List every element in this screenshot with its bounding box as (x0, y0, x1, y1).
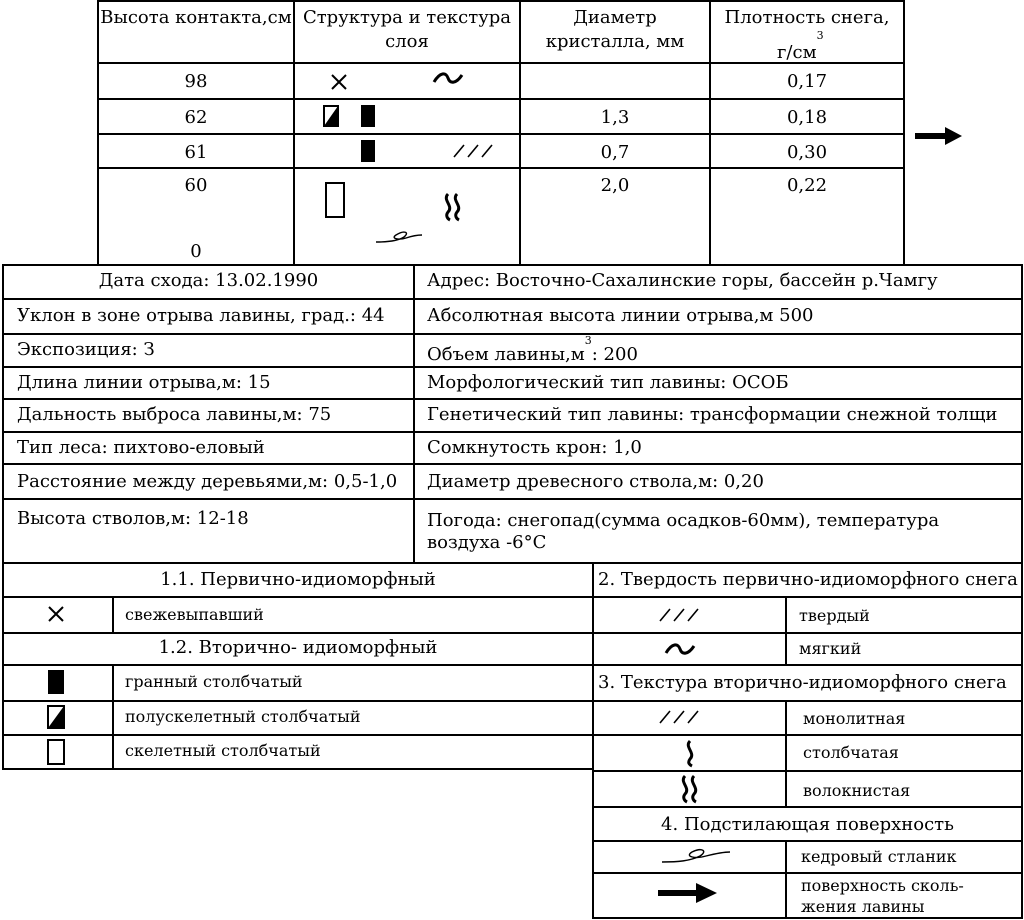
tilde-icon (432, 72, 464, 86)
cedar-elfin-icon (374, 229, 424, 245)
header-structure: Структура и текстура (302, 7, 512, 28)
row-density: 0,22 (786, 175, 828, 196)
legend-label: мягкий (799, 639, 862, 658)
row-height: 62 (184, 107, 208, 128)
info-left: Высота стволов,м: 12-18 (17, 508, 249, 529)
legend-heading: 1.2. Вторично- идиоморфный (158, 637, 438, 658)
arrow-right-icon (915, 126, 963, 146)
single-wave-icon (682, 739, 696, 767)
header-density-line2: $г/см^3$ (777, 29, 824, 63)
cross-icon (47, 605, 65, 623)
info-right-line2: воздуха -6°С (427, 532, 547, 553)
legend-heading: 1.1. Первично-идиоморфный (160, 569, 436, 590)
triple-slash-icon (658, 710, 702, 724)
double-wave-icon (440, 192, 464, 222)
info-right: Диаметр древесного ствола,м: 0,20 (427, 471, 764, 492)
row-height: 98 (184, 71, 208, 92)
triple-slash-icon (452, 144, 494, 158)
filled-rect-icon (361, 105, 375, 127)
row-diameter: 1,3 (600, 107, 630, 128)
legend-label: волокнистая (803, 781, 911, 800)
info-left: Дата схода: 13.02.1990 (98, 270, 319, 291)
legend-label: кедровый стланик (801, 847, 957, 866)
legend-label: монолитная (803, 709, 906, 728)
double-wave-icon (677, 774, 701, 804)
triple-slash-icon (658, 608, 702, 622)
header-height: Высота контакта,см (100, 7, 292, 28)
row-density: 0,18 (786, 107, 828, 128)
half-rect-icon (47, 705, 65, 729)
info-right: Морфологический тип лавины: ОСОБ (427, 372, 789, 393)
row-density: 0,17 (786, 71, 828, 92)
header-diameter-line2: кристалла, мм (545, 31, 685, 52)
header-density: Плотность снега, (724, 7, 890, 28)
info-right: Абсолютная высота линии отрыва,м 500 (427, 305, 814, 326)
legend-label: столбчатая (803, 743, 899, 762)
header-diameter: Диаметр (573, 7, 657, 28)
info-left: Уклон в зоне отрыва лавины, град.: 44 (17, 305, 385, 326)
info-right: Генетический тип лавины: трансформации снежной толщи (427, 404, 998, 425)
legend-label-line2: жения лавины (801, 897, 925, 916)
row-height: 61 (184, 142, 208, 163)
info-left: Дальность выброса лавины,м: 75 (17, 404, 332, 425)
legend-label: скелетный столбчатый (125, 741, 321, 760)
legend-label: твердый (799, 606, 870, 625)
row-density: 0,30 (786, 142, 828, 163)
info-right: Погода: снегопад(сумма осадков-60мм), температура (427, 510, 940, 531)
legend-heading: 3. Текстура вторично-идиоморфного снега (598, 672, 1007, 693)
row-diameter: 0,7 (600, 142, 630, 163)
tilde-icon (664, 643, 696, 657)
row-height: 60 (184, 175, 208, 196)
header-structure-line2: слоя (385, 31, 429, 52)
row-diameter: 2,0 (600, 175, 630, 196)
info-right: Адрес: Восточно-Сахалинские горы, бассейн р.Чамгу (427, 270, 938, 291)
cross-icon (330, 73, 348, 91)
info-left: Экспозиция: З (17, 339, 155, 360)
info-right: Сомкнутость крон: 1,0 (427, 437, 642, 458)
info-left: Длина линии отрыва,м: 15 (17, 372, 271, 393)
cedar-elfin-icon (660, 845, 732, 865)
filled-rect-icon (48, 670, 64, 694)
info-left: Расстояние между деревьями,м: 0,5-1,0 (17, 471, 398, 492)
half-rect-icon (323, 105, 339, 127)
legend-label: свежевыпавший (125, 605, 264, 624)
info-right: Объем $лавины,м^3$: 200 (427, 334, 638, 365)
arrow-right-icon (658, 882, 718, 904)
legend-label: гранный столбчатый (125, 672, 303, 691)
empty-rect-icon (325, 182, 345, 218)
legend-heading: 4. Подстилающая поверхность (661, 814, 954, 835)
filled-rect-icon (361, 140, 375, 162)
legend-heading: 2. Твердость первично-идиоморфного снега (598, 569, 1018, 590)
legend-label: полускелетный столбчатый (125, 707, 361, 726)
legend-label: поверхность сколь- (801, 876, 964, 895)
row-height-bottom: 0 (190, 241, 202, 262)
empty-rect-icon (47, 739, 65, 765)
info-left: Тип леса: пихтово-еловый (17, 437, 265, 458)
